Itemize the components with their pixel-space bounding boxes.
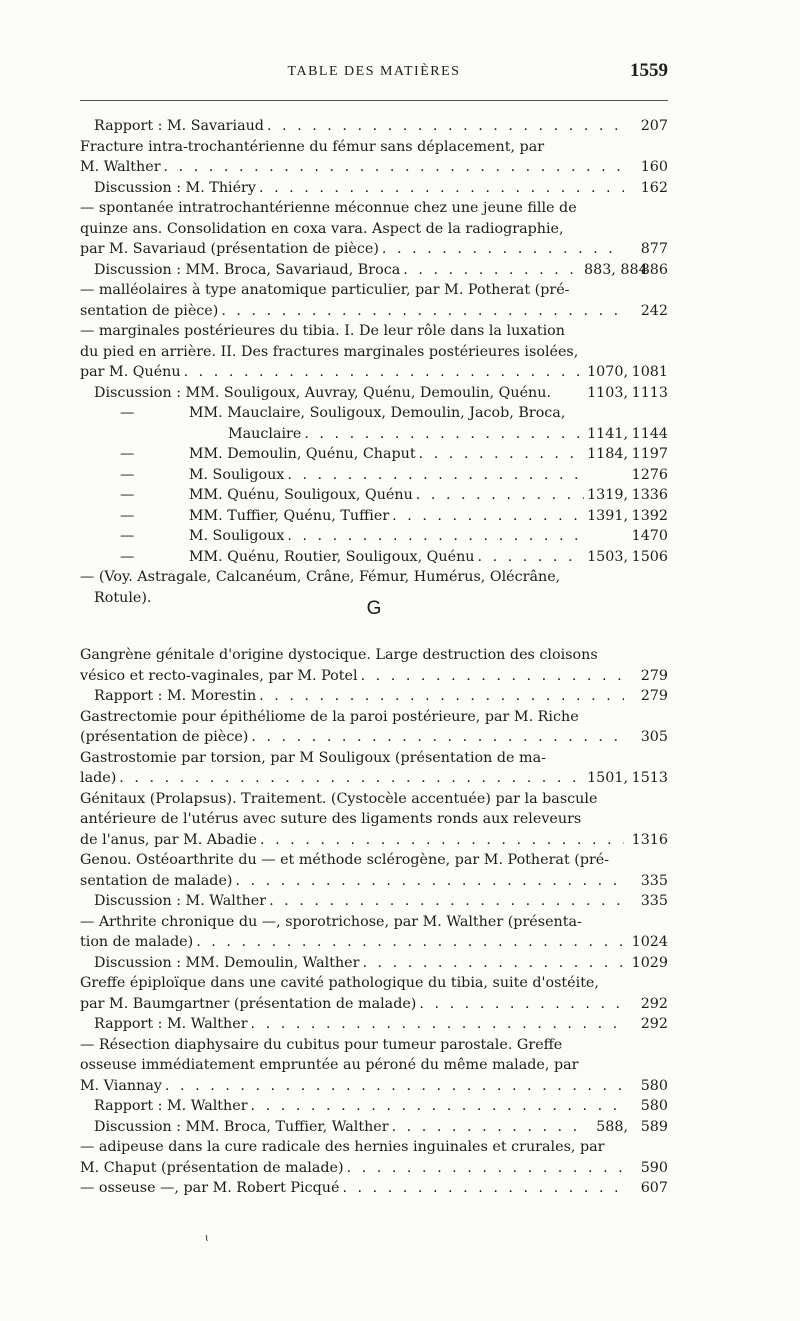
page-reference: 1503, (587, 548, 628, 565)
index-entry-line (80, 727, 668, 748)
index-entry-line (80, 362, 668, 383)
entry-text: Discussion : MM. Broca, Tuffier, Walther (94, 1118, 389, 1135)
entry-text: — M. Souligoux (120, 528, 285, 544)
index-entry-line (80, 768, 668, 789)
entry-text: — Résection diaphysaire du cubitus pour tumeur parostale. Greffe (80, 1036, 563, 1053)
running-head: TABLE DES MATIÈRES (287, 64, 461, 79)
index-entry-line (80, 465, 668, 486)
page-reference: 1141, (587, 425, 628, 442)
index-entry-line (80, 219, 668, 240)
index-entry-line (80, 686, 668, 707)
index-entry-line (80, 1158, 668, 1179)
page-reference-secondary: 1113 (631, 384, 668, 401)
dot-leader (232, 871, 624, 892)
stray-mark: ɩ (205, 1233, 209, 1244)
index-section-g (80, 645, 668, 1199)
entry-text: par M. Baumgartner (présentation de malade) (80, 995, 417, 1012)
index-entry-line (80, 157, 668, 178)
entry-text: — malléolaires à type anatomique particulier, par M. Potherat (pré- (80, 282, 570, 298)
page-reference-secondary: 1276 (631, 466, 668, 483)
page-reference: 292 (640, 1016, 668, 1032)
index-entry-line (80, 1035, 668, 1056)
entry-text: (présentation de pièce) (80, 729, 249, 745)
dot-leader (284, 465, 584, 486)
dot-leader (256, 686, 624, 707)
entry-text: Rapport : M. Walther (94, 1016, 248, 1032)
page-reference: 1501, (587, 770, 628, 786)
entry-text: lade) (80, 770, 117, 786)
index-entry-line (80, 444, 668, 465)
entry-text: — osseuse —, par M. Robert Picqué (80, 1180, 340, 1196)
page-reference: 883, 884 (584, 261, 648, 278)
dot-leader (359, 953, 624, 974)
section-letter: G (366, 598, 382, 619)
index-entry-line (80, 342, 668, 363)
entry-text: — adipeuse dans la cure radicale des hernies inguinales et crurales, par (80, 1139, 605, 1155)
index-entry-line (80, 116, 668, 137)
entry-text: Genou. Ostéoarthrite du — et méthode sclérogène, par M. Potherat (pré- (80, 852, 610, 868)
dot-leader (264, 116, 624, 137)
page-reference-secondary: 1506 (631, 548, 668, 565)
index-entry-line (80, 567, 668, 588)
page-reference: 1024 (631, 934, 668, 950)
index-entry-line (80, 137, 668, 158)
entry-text: Discussion : MM. Demoulin, Walther (94, 954, 360, 971)
dot-leader (257, 830, 624, 851)
entry-text: — MM. Demoulin, Quénu, Chaput (120, 446, 416, 462)
entry-text: par M. Quénu (80, 364, 181, 380)
page-reference: 588, (596, 1118, 628, 1135)
entry-text: quinze ans. Consolidation en coxa vara. Aspect de la radiographie, (80, 220, 564, 237)
entry-text: Génitaux (Prolapsus). Traitement. (Cystocèle accentuée) par la bascule (80, 790, 598, 807)
entry-text: — MM. Quénu, Routier, Souligoux, Quénu (120, 548, 475, 565)
dot-leader (181, 362, 584, 383)
page-reference-secondary: 1470 (631, 528, 668, 544)
dot-leader (389, 506, 584, 527)
index-entry-line (80, 830, 668, 851)
page-reference: 305 (640, 729, 668, 745)
page-reference: 590 (640, 1159, 668, 1176)
dot-leader (358, 666, 624, 687)
entry-text: Discussion : MM. Souligoux, Auvray, Quénu, Demoulin, Quénu. (94, 384, 552, 401)
entry-text: Greffe épiploïque dans une cavité pathologique du tibia, suite d'ostéite, (80, 975, 599, 991)
entry-text: Mauclaire (228, 425, 302, 442)
entry-text: sentation de malade) (80, 872, 233, 889)
entry-text: Discussion : MM. Broca, Savariaud, Broca (94, 261, 401, 278)
entry-text: osseuse immédiatement empruntée au péroné du même malade, par (80, 1057, 579, 1073)
index-entry-line (80, 994, 668, 1015)
entry-text: par M. Savariaud (présentation de pièce) (80, 241, 379, 257)
entry-text: Gastrostomie par torsion, par M Souligoux (présentation de ma- (80, 749, 546, 766)
entry-text: du pied en arrière. II. Des fractures marginales postérieures isolées, (80, 343, 579, 360)
entry-text: Rapport : M. Savariaud (94, 118, 264, 134)
entry-text: — spontanée intratrochantérienne méconnue chez une jeune fille de (80, 200, 577, 216)
page-reference: 1103, (587, 384, 628, 401)
entry-text: — MM. Quénu, Souligoux, Quénu (120, 487, 413, 503)
index-entry-line (80, 850, 668, 871)
entry-text: Rotule). (94, 589, 152, 606)
index-entry-line (80, 973, 668, 994)
page-reference-secondary: 886 (640, 261, 668, 278)
entry-text: de l'anus, par M. Abadie (80, 831, 257, 848)
page-reference: 1319, (587, 487, 628, 503)
dot-leader (416, 444, 584, 465)
index-entry-line (80, 506, 668, 527)
page-reference-secondary: 1197 (631, 446, 668, 462)
page-reference: 242 (640, 302, 668, 319)
entry-text: M. Viannay (80, 1077, 162, 1094)
dot-leader (301, 424, 584, 445)
entry-text: Discussion : M. Thiéry (94, 179, 256, 196)
page-reference (584, 465, 628, 486)
entry-text: tion de malade) (80, 934, 194, 950)
dot-leader (474, 547, 584, 568)
index-entry-line (80, 891, 668, 912)
dot-leader (161, 157, 624, 178)
page-reference: 1391, (587, 507, 628, 524)
index-entry-line (80, 953, 668, 974)
index-entry-line (80, 1096, 668, 1117)
entry-text: — Arthrite chronique du —, sporotrichose, par M. Walther (présenta- (80, 913, 582, 930)
index-entry-line (80, 809, 668, 830)
page-reference-secondary: 1336 (631, 487, 668, 503)
page-reference: 279 (640, 688, 668, 704)
index-entry-line (80, 178, 668, 199)
dot-leader (248, 727, 624, 748)
index-entry-line (80, 1076, 668, 1097)
page-reference-secondary: 1144 (631, 425, 668, 442)
entry-text: Rapport : M. Morestin (94, 688, 257, 704)
entry-text: — marginales postérieures du tibia. I. De leur rôle dans la luxation (80, 323, 565, 339)
page-number: 1559 (630, 60, 668, 81)
dot-leader (284, 526, 584, 547)
page-reference: 877 (640, 241, 668, 257)
page-reference: 162 (640, 179, 668, 196)
index-entry-line (80, 645, 668, 666)
entry-text: Gangrène génitale d'origine dystocique. Large destruction des cloisons (80, 647, 598, 663)
index-entry-line (80, 666, 668, 687)
dot-leader (248, 1014, 624, 1035)
index-entry-line (80, 912, 668, 933)
dot-leader (248, 1096, 624, 1117)
dot-leader (266, 891, 624, 912)
index-entry-line (80, 239, 668, 260)
index-entry-line (80, 871, 668, 892)
index-entry-line (80, 547, 668, 568)
entry-text: — M. Souligoux (120, 466, 285, 483)
dot-leader (379, 239, 624, 260)
page-reference: 292 (640, 995, 668, 1012)
index-section-f (80, 116, 668, 608)
entry-text: — (Voy. Astragale, Calcanéum, Crâne, Fémur, Humérus, Olécrâne, (80, 569, 561, 585)
index-entry-line (80, 1137, 668, 1158)
dot-leader (256, 178, 624, 199)
page-reference-secondary: 1392 (631, 507, 668, 524)
index-entry-line (80, 424, 668, 445)
page-reference (584, 526, 628, 547)
page-reference: 607 (640, 1180, 668, 1196)
dot-leader (400, 260, 584, 281)
page-reference: 1316 (631, 831, 668, 848)
entry-text: — MM. Mauclaire, Souligoux, Demoulin, Jacob, Broca, (120, 405, 566, 421)
entry-text: sentation de pièce) (80, 302, 219, 319)
page-reference: 207 (640, 118, 668, 134)
header-rule (80, 100, 668, 101)
index-entry-line (80, 789, 668, 810)
index-entry-line (80, 1014, 668, 1035)
page-reference-secondary: 1513 (631, 770, 668, 786)
index-entry-line (80, 198, 668, 219)
page-header (80, 60, 668, 86)
index-entry-line (80, 1055, 668, 1076)
index-entry-line (80, 321, 668, 342)
page-reference: 580 (640, 1077, 668, 1094)
dot-leader (413, 485, 584, 506)
index-entry-line (80, 707, 668, 728)
dot-leader (193, 932, 624, 953)
index-entry-line (80, 748, 668, 769)
page-reference: 335 (640, 872, 668, 889)
page-reference: 279 (640, 667, 668, 684)
index-entry-line (80, 526, 668, 547)
dot-leader (389, 1117, 584, 1138)
entry-text: M. Chaput (présentation de malade) (80, 1159, 344, 1176)
index-entry-line (80, 280, 668, 301)
page-reference: 1029 (631, 954, 668, 971)
entry-text: Rapport : M. Walther (94, 1098, 248, 1114)
dot-leader (339, 1178, 624, 1199)
entry-text: vésico et recto-vaginales, par M. Potel (80, 667, 358, 684)
entry-text: M. Walther (80, 159, 161, 175)
index-entry-line (80, 260, 668, 281)
index-entry-line (80, 932, 668, 953)
page-reference-secondary: 589 (640, 1118, 668, 1135)
index-entry-line (80, 485, 668, 506)
page-reference: 1070, (587, 364, 628, 380)
entry-text: Gastrectomie pour épithéliome de la paroi postérieure, par M. Riche (80, 708, 579, 725)
index-entry-line (80, 383, 668, 404)
dot-leader (218, 301, 624, 322)
dot-leader (162, 1076, 624, 1097)
index-entry-line (80, 403, 668, 424)
page-reference: 1184, (587, 446, 628, 462)
index-entry-line (80, 301, 668, 322)
index-entry-line (80, 1117, 668, 1138)
page-reference: 580 (640, 1098, 668, 1114)
entry-text: antérieure de l'utérus avec suture des ligaments ronds aux releveurs (80, 811, 582, 827)
dot-leader (116, 768, 584, 789)
page-reference-secondary: 1081 (631, 364, 668, 380)
entry-text: — MM. Tuffier, Quénu, Tuffier (120, 507, 390, 524)
dot-leader (416, 994, 624, 1015)
index-entry-line (80, 1178, 668, 1199)
page-reference: 160 (640, 159, 668, 175)
page-reference: 335 (640, 893, 668, 909)
entry-text: Discussion : M. Walther (94, 893, 267, 909)
entry-text: Fracture intra-trochantérienne du fémur sans déplacement, par (80, 138, 545, 155)
dot-leader (344, 1158, 624, 1179)
